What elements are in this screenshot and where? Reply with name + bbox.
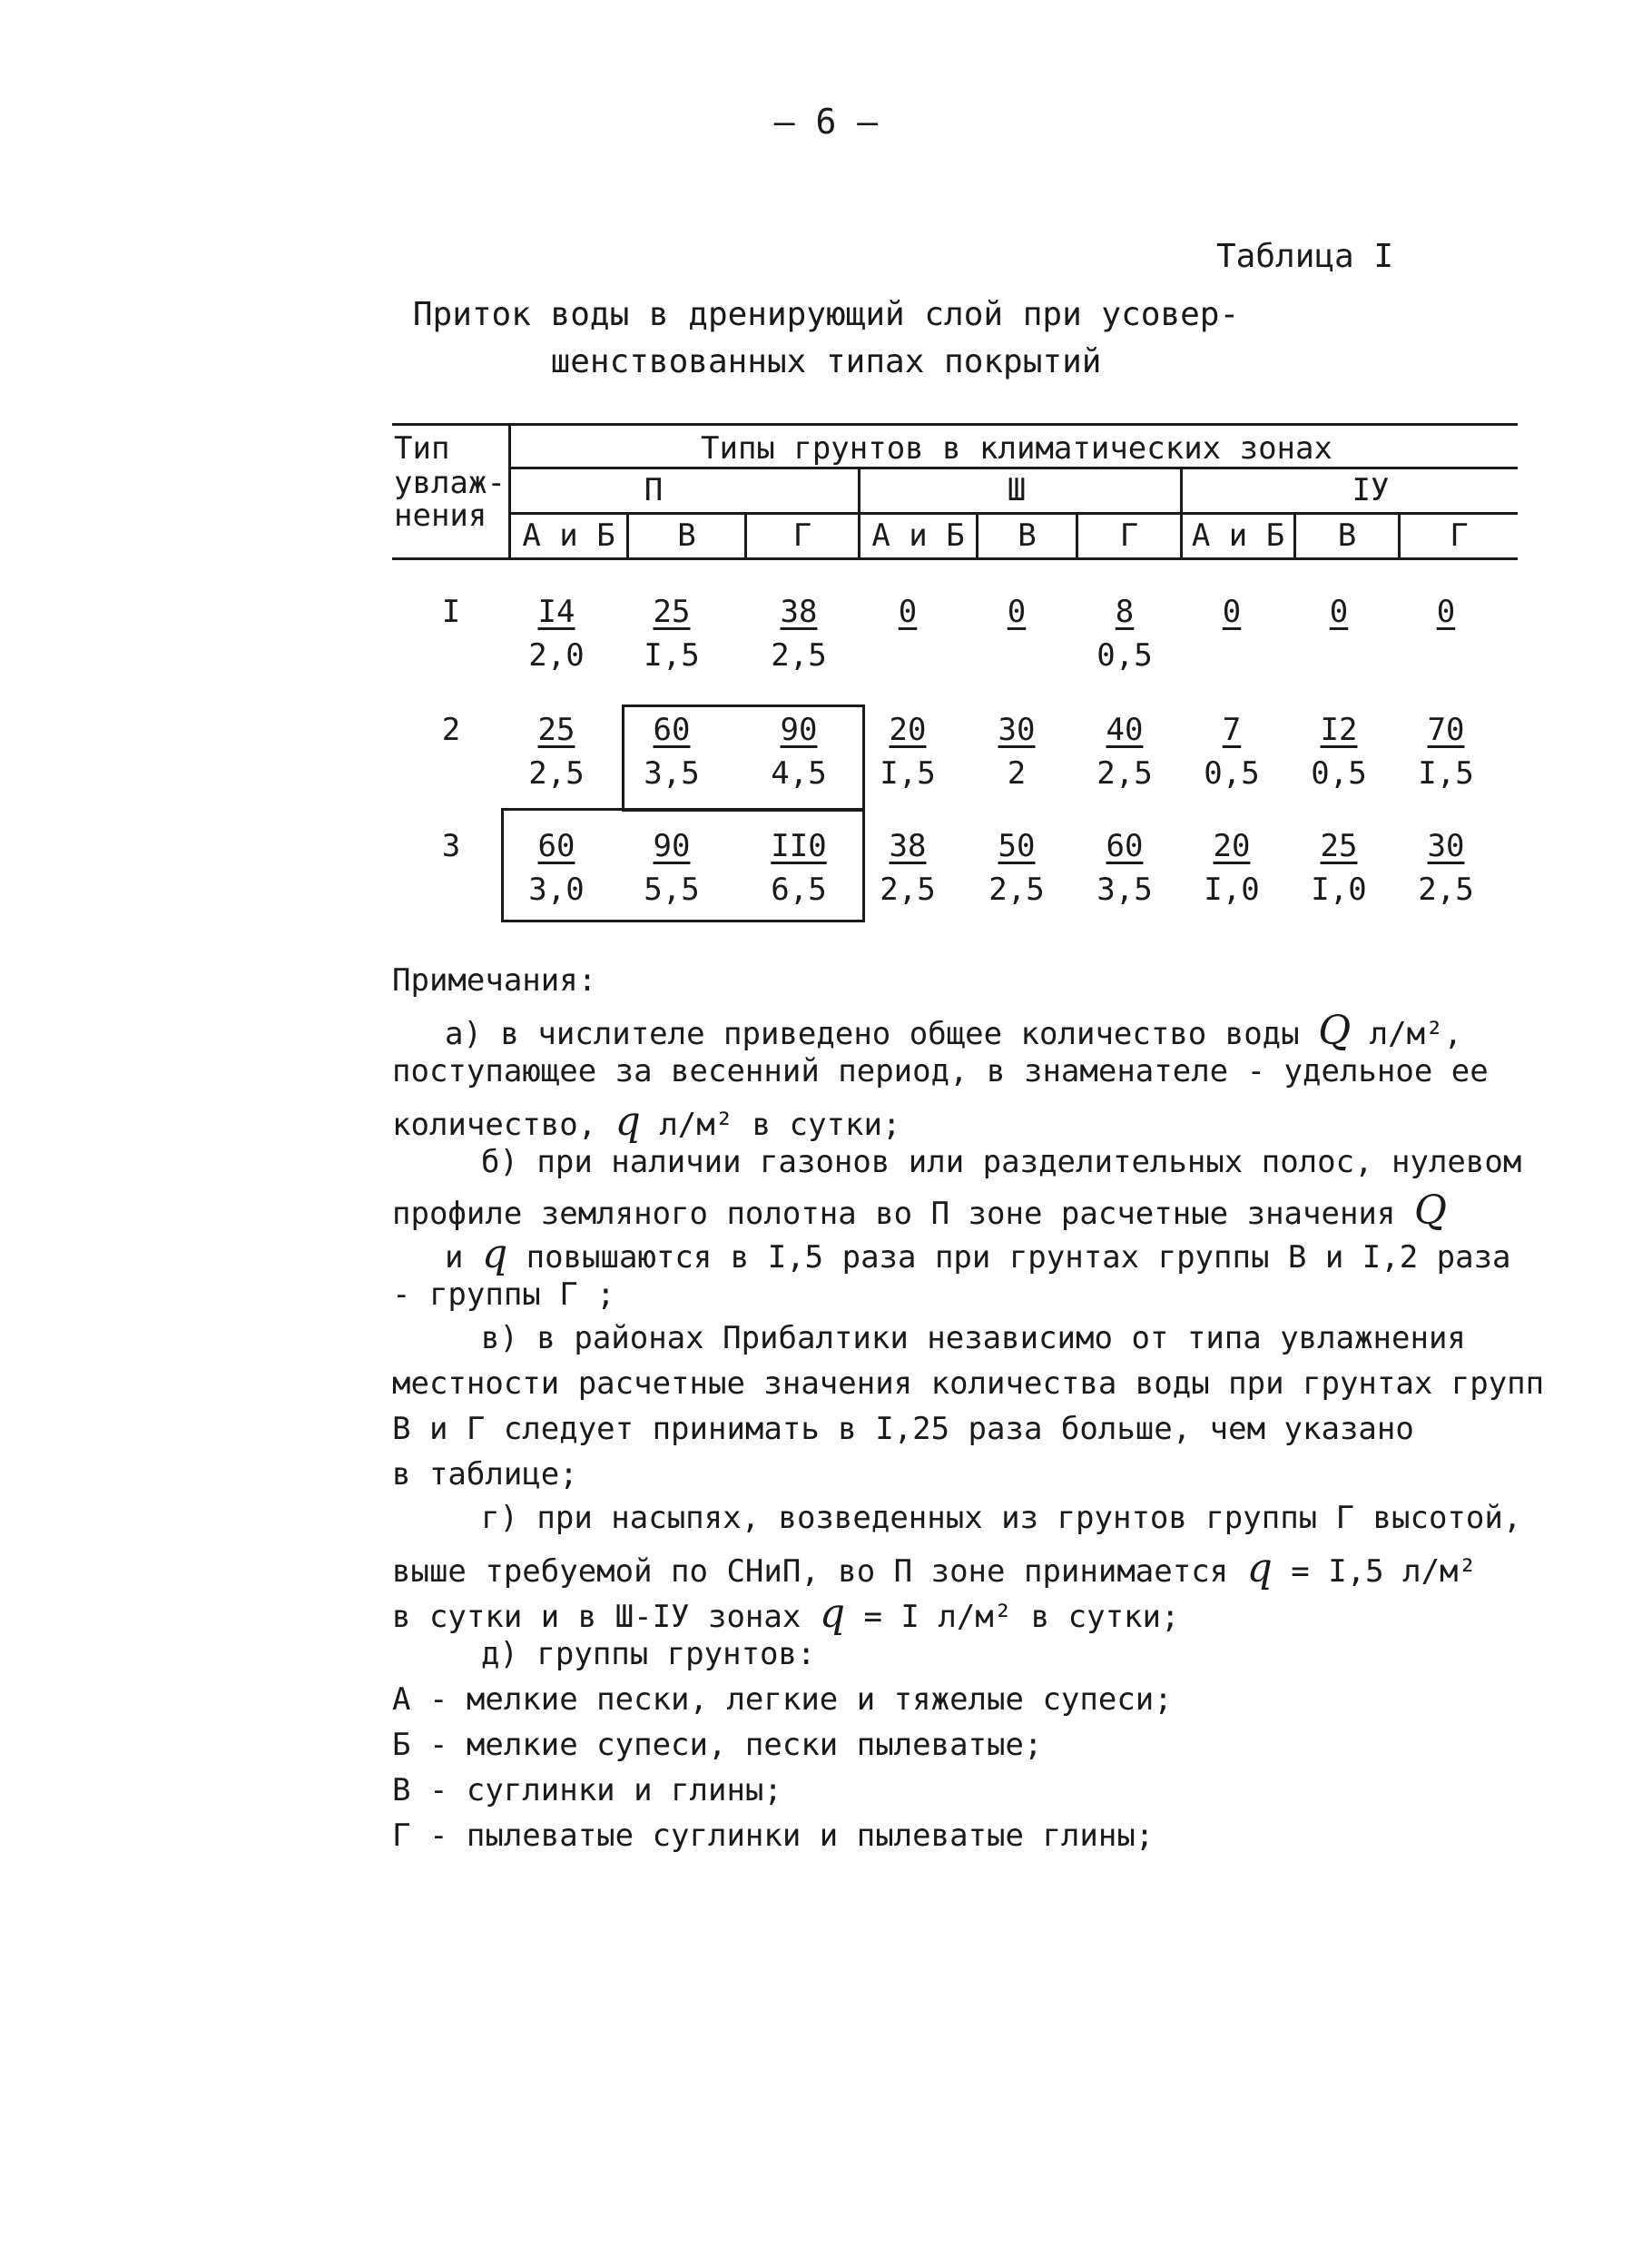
cell-total: I4	[537, 594, 575, 630]
symbol-q-daily: q	[615, 1099, 641, 1145]
table-cell	[1289, 824, 1389, 911]
cell-total: 90	[780, 712, 818, 748]
cell-total: 30	[1427, 828, 1465, 864]
symbol-q-total: Q	[1318, 1008, 1352, 1054]
header-zone-ii: П	[644, 472, 664, 508]
cell-total: 20	[889, 712, 927, 748]
table-cell	[749, 708, 849, 795]
cell-total: 40	[1106, 712, 1144, 748]
cell-total: 70	[1427, 712, 1465, 748]
note-a-line-2: поступающее за весенний период, в знаменателе - удельное ее	[392, 1053, 1489, 1089]
table-cell	[967, 824, 1067, 911]
cell-total: 0	[1007, 594, 1027, 630]
table-cell	[1075, 708, 1175, 795]
header-subcol: В	[677, 517, 696, 554]
cell-daily: 2,5	[771, 637, 827, 674]
cell-total: 8	[1115, 594, 1135, 630]
cell-total: 0	[1329, 594, 1349, 630]
page-number: — 6 —	[773, 102, 879, 142]
note-a-line-1: а) в числителе приведено общее количество воды Q л/м²,	[445, 1008, 1463, 1054]
table-cell	[1075, 590, 1175, 677]
header-zone-iii: Ш	[1007, 472, 1027, 508]
cell-daily: 2,0	[528, 637, 585, 674]
header-subcol: А и Б	[1191, 517, 1285, 554]
cell-total: 90	[653, 828, 691, 864]
note-a-line-3: количество, q л/м² в сутки;	[392, 1099, 901, 1145]
cell-daily: 0,5	[1311, 755, 1367, 792]
cell-total: 25	[653, 594, 691, 630]
note-b-line-1: б) при наличии газонов или разделительных полос, нулевом	[481, 1144, 1522, 1180]
header-type-line-2: увлаж-	[394, 465, 506, 501]
soil-group-v: В - суглинки и глины;	[392, 1772, 782, 1808]
cell-daily: 3,5	[1096, 872, 1153, 908]
table-cell	[622, 708, 722, 795]
table-cell	[506, 590, 606, 677]
cell-daily: 2,5	[880, 872, 936, 908]
header-subcol: В	[1337, 517, 1357, 554]
cell-total: 0	[1436, 594, 1456, 630]
table-cell	[1075, 824, 1175, 911]
cell-total: 25	[1320, 828, 1358, 864]
header-group-title: Типы грунтов в климатических зонах	[701, 430, 1332, 467]
note-d-line-2: выше требуемой по СНиП, во П зоне принимается q = I,5 л/м²	[392, 1545, 1477, 1591]
header-type-line-3: нения	[394, 498, 487, 534]
note-d-line-1: г) при насыпях, возведенных из грунтов группы Г высотой,	[481, 1500, 1522, 1536]
table-cell	[622, 824, 722, 911]
table-cell	[1289, 590, 1389, 634]
cell-daily: 5,5	[644, 872, 700, 908]
table-cell	[858, 824, 958, 911]
header-type-line-1: Тип	[394, 430, 450, 467]
cell-total: 60	[653, 712, 691, 748]
table-cell	[1182, 708, 1282, 795]
table-cell	[1396, 824, 1496, 911]
notes-title: Примечания:	[392, 962, 597, 999]
table-cell	[967, 590, 1067, 634]
row-type-label: I	[441, 594, 461, 630]
cell-daily: 2,5	[1418, 872, 1474, 908]
note-b-line-4: - группы Г ;	[392, 1276, 615, 1313]
header-subcol: А и Б	[871, 517, 965, 554]
cell-daily: I,5	[1418, 755, 1474, 792]
header-subcol: Г	[1119, 517, 1139, 554]
cell-daily: 0,5	[1096, 637, 1153, 674]
note-b-line-3: и q повышаются в I,5 раза при грунтах группы В и I,2 раза	[445, 1231, 1511, 1277]
cell-daily: 2,5	[528, 755, 585, 792]
cell-daily: 4,5	[771, 755, 827, 792]
header-zone-iv: IУ	[1352, 472, 1390, 508]
table-cell	[749, 590, 849, 677]
cell-total: 0	[898, 594, 918, 630]
table-cell	[506, 824, 606, 911]
soil-group-b: Б - мелкие супеси, пески пылеватые;	[392, 1727, 1043, 1763]
note-b-line-2: профиле земляного полотна во П зоне расчетные значения Q	[392, 1187, 1447, 1234]
symbol-q-daily: q	[481, 1231, 508, 1277]
table-caption-line-1: Приток воды в дренирующий слой при усовер-	[412, 296, 1240, 333]
table-cell	[622, 590, 722, 677]
cell-daily: 0,5	[1204, 755, 1260, 792]
cell-daily: 2,5	[1096, 755, 1153, 792]
header-subcol: А и Б	[522, 517, 615, 554]
cell-total: 38	[780, 594, 818, 630]
cell-total: 50	[998, 828, 1036, 864]
symbol-q-total: Q	[1413, 1187, 1447, 1234]
cell-total: 38	[889, 828, 927, 864]
table-cell	[858, 708, 958, 795]
note-e-line-1: д) группы грунтов:	[481, 1636, 816, 1672]
cell-total: II0	[771, 828, 827, 864]
note-c-line-3: В и Г следует принимать в I,25 раза больше, чем указано	[392, 1411, 1414, 1447]
table-cell	[1182, 824, 1282, 911]
header-subcol: В	[1018, 517, 1037, 554]
table-cell	[506, 708, 606, 795]
cell-daily: I,0	[1204, 872, 1260, 908]
soil-group-g: Г - пылеватые суглинки и пылеватые глины;	[392, 1818, 1155, 1854]
cell-total: 30	[998, 712, 1036, 748]
cell-total: 60	[537, 828, 575, 864]
table-label: Таблица I	[1216, 238, 1394, 275]
soil-group-a: А - мелкие пески, легкие и тяжелые супеси;	[392, 1681, 1173, 1718]
table-caption-line-2: шенствованных типах покрытий	[550, 343, 1102, 380]
cell-daily: 2	[1007, 755, 1027, 792]
note-c-line-2: местности расчетные значения количества воды при грунтах групп	[392, 1365, 1545, 1402]
cell-total: 20	[1213, 828, 1251, 864]
table-cell	[1182, 590, 1282, 634]
cell-total: 25	[537, 712, 575, 748]
cell-total: 60	[1106, 828, 1144, 864]
table-cell	[1396, 590, 1496, 634]
note-c-line-1: в) в районах Прибалтики независимо от типа увлажнения	[481, 1320, 1466, 1356]
cell-daily: I,0	[1311, 872, 1367, 908]
table-cell	[858, 590, 958, 634]
cell-daily: 3,0	[528, 872, 585, 908]
cell-daily: 2,5	[988, 872, 1045, 908]
table-cell	[967, 708, 1067, 795]
table-cell	[1289, 708, 1389, 795]
table-cell	[1396, 708, 1496, 795]
cell-daily: 3,5	[644, 755, 700, 792]
header-subcol: Г	[792, 517, 812, 554]
cell-daily: I,5	[880, 755, 936, 792]
row-type-label: 3	[441, 828, 461, 864]
cell-daily: I,5	[644, 637, 700, 674]
table-cell	[749, 824, 849, 911]
note-d-line-3: в сутки и в Ш-IУ зонах q = I л/м² в сутки;	[392, 1591, 1180, 1637]
header-subcol: Г	[1450, 517, 1469, 554]
cell-daily: 6,5	[771, 872, 827, 908]
cell-total: I2	[1320, 712, 1358, 748]
symbol-q-daily: q	[819, 1591, 845, 1637]
symbol-q-daily: q	[1246, 1545, 1273, 1591]
row-type-label: 2	[441, 712, 461, 748]
cell-total: 7	[1222, 712, 1242, 748]
note-c-line-4: в таблице;	[392, 1456, 578, 1493]
cell-total: 0	[1222, 594, 1242, 630]
